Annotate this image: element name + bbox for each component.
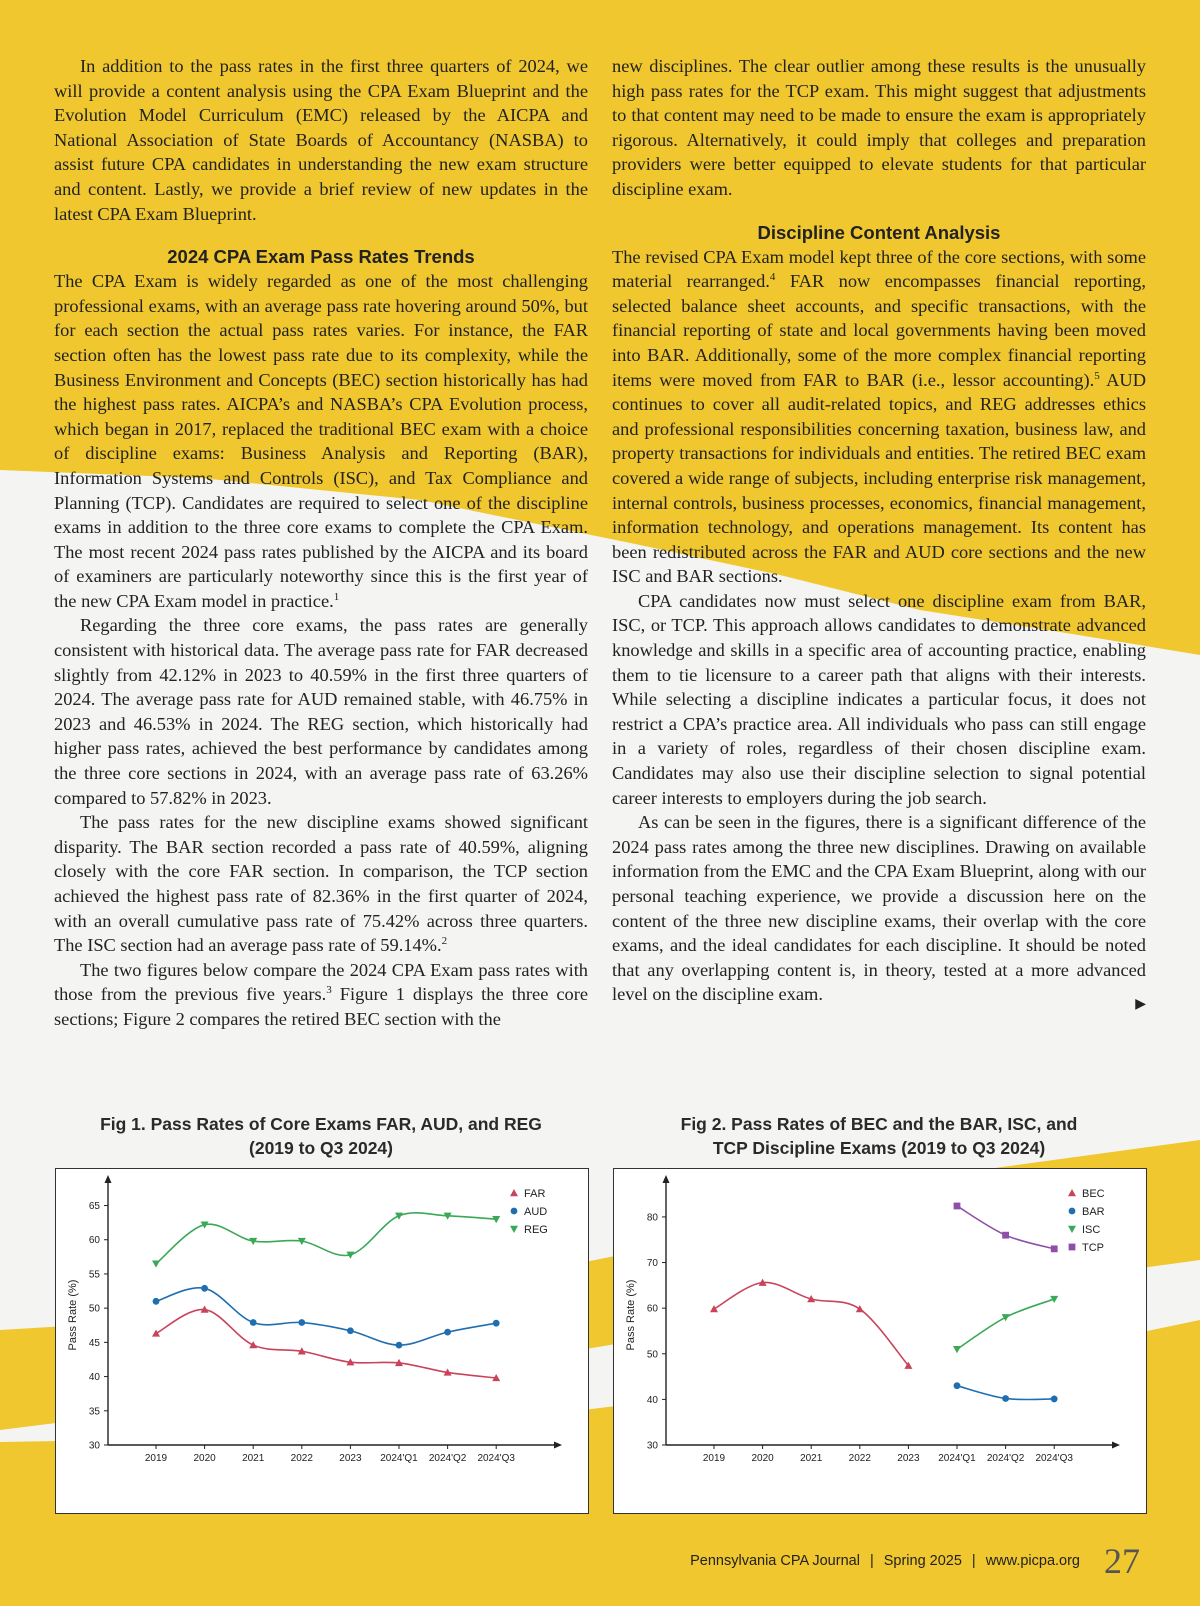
footnote-ref[interactable]: 4 [769, 271, 776, 284]
body-paragraph: new disciplines. The clear outlier among these results is the unusually high pass rates for the TCP exam. This might suggest that adjustments to that content may need to be made to ensure the exam is appropriately rigorous. Alternatively, it could imply that colleges and preparation providers were better equipped to elevate students for that particular discipline exam. [612, 56, 1146, 199]
paragraph-text: The revised CPA Exam model kept three of the core sections, with some material rearranged. [612, 246, 1146, 292]
legend-marker-bec [1068, 1189, 1076, 1196]
y-tick-label: 40 [88, 1372, 100, 1384]
data-point-isc [953, 1346, 961, 1353]
x-tick-label: 2024'Q3 [1035, 1453, 1073, 1464]
data-point-aud [250, 1319, 257, 1326]
issue-date: Spring 2025 [883, 1553, 962, 1569]
data-point-bar [954, 1382, 961, 1389]
x-axis-arrow [554, 1442, 562, 1449]
footer-separator: | [971, 1553, 976, 1569]
section-heading-pass-rates: 2024 CPA Exam Pass Rates Trends [167, 246, 475, 268]
caption-line: Fig 1. Pass Rates of Core Exams FAR, AUD, and REG [100, 1114, 542, 1134]
y-tick-label: 50 [646, 1349, 658, 1361]
series-line-isc [957, 1299, 1054, 1349]
intro-paragraph: In addition to the pass rates in the first three quarters of 2024, we will provide a content analysis using the CPA Exam Blueprint and the Evolution Model Curriculum (EMC) released by the AICPA and National Association of State Boards of Accountancy (NASBA) to assist future CPA candidates in understanding the new exam structure and content. Lastly, we provide a brief review of new updates in the latest CPA Exam Blueprint. [54, 56, 588, 224]
y-tick-label: 40 [646, 1394, 658, 1406]
caption-line: Fig 2. Pass Rates of BEC and the BAR, ISC, and [680, 1114, 1078, 1134]
y-tick-label: 60 [646, 1303, 658, 1315]
x-tick-label: 2024'Q2 [986, 1453, 1025, 1464]
x-tick-label: 2022 [290, 1453, 313, 1464]
paragraph-text: The two figures below compare the 2024 CPA Exam pass rates with those from the previous five years. [54, 959, 588, 1005]
legend-label-bec: BEC [1082, 1188, 1105, 1200]
y-tick-label: 35 [88, 1406, 100, 1418]
footnote-ref[interactable]: 2 [441, 935, 448, 948]
body-paragraph: As can be seen in the figures, there is a significant difference of the 2024 pass rates among the three new disciplines. Drawing on available information from the EMC and the CPA Exam Blueprint, along with our personal teaching experience, we provide a discussion here on the content of the three new discipline exams, their overlap with the core exams, and the ideal candidates for each discipline. It should be noted that any overlapping content is, in theory, tested at a more advanced level on the discipline exam. [612, 812, 1146, 1005]
footer-separator: | [869, 1553, 874, 1569]
data-point-tcp [1002, 1232, 1009, 1239]
body-paragraph [612, 245, 1146, 589]
data-point-reg [395, 1213, 403, 1220]
website-link[interactable]: www.picpa.org [985, 1553, 1080, 1569]
legend-label-isc: ISC [1082, 1224, 1101, 1236]
x-tick-label: 2020 [193, 1453, 216, 1464]
data-point-aud [493, 1320, 500, 1327]
body-paragraph [54, 269, 588, 613]
page-number: 27 [1104, 1541, 1140, 1581]
y-tick-label: 80 [646, 1212, 658, 1224]
series-line-bec [714, 1282, 908, 1365]
legend-marker-bar [1069, 1208, 1076, 1215]
series-line-far [156, 1309, 496, 1378]
data-point-aud [298, 1319, 305, 1326]
data-point-isc [1002, 1314, 1010, 1321]
data-point-bec [856, 1305, 864, 1312]
body-paragraph: Regarding the three core exams, the pass rates are generally consistent with historical data. The average pass rate for FAR decreased slightly from 42.12% in 2023 to 40.59% in the first three quarters of 2024. The average pass rate for AUD remained stable, with 46.75% in 2023 and 46.53% in 2024. The REG section, which historically had higher pass rates, achieved the best performance by candidates among the three core sections in 2024, with an average pass rate of 63.26% compared to 57.82% in 2023. [54, 615, 588, 808]
figure-1-caption [54, 1112, 588, 1160]
data-point-reg [152, 1260, 160, 1267]
legend-label-aud: AUD [524, 1206, 548, 1218]
footnote-ref[interactable]: 5 [1094, 369, 1100, 382]
y-tick-label: 60 [88, 1235, 100, 1247]
paragraph-text: Figure 1 displays the three core sections; Figure 2 compares the retired BEC section with the [54, 984, 588, 1029]
data-point-far [152, 1329, 160, 1336]
paragraph-text: The CPA Exam is widely regarded as one of the most challenging professional exams, with an average pass rate hovering around 50%, but for each section the actual pass rates varies. For instance, the FAR section often has the lowest pass rate due to its complexity, while the Business Environment and Concepts (BEC) section historically has had the highest pass rates. AICPA’s and NASBA’s CPA Evolution process, which began in 2017, replaced the traditional BEC exam with a choice of discipline exams: Business Analysis and Reporting (BAR), Information Systems and Controls (ISC), and Tax Compliance and Planning (TCP). Candidates are required to select one of the discipline exams in addition to the three core exams to complete the CPA Exam. The most recent 2024 pass rates published by the AICPA and its board of examiners are particularly noteworthy since this is the first year of the new CPA Exam model in practice. [54, 271, 588, 611]
legend-label-bar: BAR [1082, 1206, 1105, 1218]
x-tick-label: 2019 [702, 1453, 726, 1464]
y-tick-label: 70 [646, 1258, 658, 1270]
right-column [612, 54, 1146, 1011]
body-paragraph [54, 958, 588, 1032]
y-axis-arrow [663, 1175, 670, 1183]
data-point-aud [396, 1342, 403, 1349]
y-tick-label: 65 [88, 1201, 100, 1213]
footnote-ref[interactable]: 3 [326, 984, 332, 997]
y-axis-arrow [105, 1175, 112, 1183]
y-axis-label: Pass Rate (%) [625, 1279, 637, 1351]
section-heading-discipline: Discipline Content Analysis [757, 221, 1001, 243]
legend-marker-aud [511, 1208, 518, 1215]
data-point-aud [444, 1329, 451, 1336]
x-tick-label: 2024'Q2 [428, 1453, 467, 1464]
x-axis-arrow [1112, 1442, 1120, 1449]
left-column [54, 54, 588, 1032]
x-tick-label: 2024'Q1 [938, 1453, 976, 1464]
data-point-bec [710, 1305, 718, 1312]
caption-line: TCP Discipline Exams (2019 to Q3 2024) [712, 1138, 1046, 1158]
x-tick-label: 2024'Q3 [477, 1453, 515, 1464]
x-tick-label: 2019 [144, 1453, 168, 1464]
data-point-tcp [954, 1203, 961, 1210]
continue-arrow-icon[interactable]: ▶ [1135, 995, 1146, 1012]
legend-marker-isc [1068, 1226, 1076, 1233]
body-paragraph: CPA candidates now must select one discipline exam from BAR, ISC, or TCP. This approach allows candidates to demonstrate advanced knowledge and skills in a specific area of accounting practice, enabling them to tie licensure to a career path that aligns with their interests. While selecting a discipline indicates a particular focus, it does not restrict a CPA’s practice area. All individuals who pass can still engage in a variety of roles, regardless of their chosen discipline exam. Candidates may also use their discipline selection to signal potential career interests to employers during the job search. [612, 590, 1146, 808]
y-tick-label: 55 [88, 1269, 100, 1281]
data-point-bar [1002, 1395, 1009, 1402]
series-line-tcp [957, 1206, 1054, 1249]
series-line-reg [156, 1213, 496, 1264]
legend-marker-far [510, 1189, 518, 1196]
x-tick-label: 2021 [800, 1453, 823, 1464]
legend-marker-reg [510, 1226, 518, 1233]
x-tick-label: 2024'Q1 [380, 1453, 418, 1464]
body-paragraph [54, 810, 588, 958]
y-tick-label: 50 [88, 1303, 100, 1315]
x-tick-label: 2020 [751, 1453, 774, 1464]
legend-label-far: FAR [524, 1188, 546, 1200]
y-tick-label: 30 [646, 1440, 658, 1452]
x-tick-label: 2023 [897, 1453, 920, 1464]
legend-label-tcp: TCP [1082, 1242, 1104, 1254]
y-axis-label: Pass Rate (%) [67, 1279, 79, 1351]
chart-1-svg [56, 1169, 588, 1513]
figure-2-caption [612, 1112, 1146, 1160]
data-point-aud [201, 1285, 208, 1292]
caption-line: (2019 to Q3 2024) [249, 1138, 393, 1158]
page-footer [690, 1540, 1140, 1582]
legend-marker-tcp [1069, 1244, 1076, 1251]
data-point-tcp [1051, 1245, 1058, 1252]
figure-2-chart [613, 1168, 1147, 1514]
data-point-aud [153, 1298, 160, 1305]
y-tick-label: 30 [88, 1440, 100, 1452]
data-point-bar [1051, 1396, 1058, 1403]
data-point-far [249, 1341, 257, 1348]
x-tick-label: 2021 [242, 1453, 265, 1464]
legend-label-reg: REG [524, 1224, 548, 1236]
paragraph-text: FAR now encompasses financial reporting, selected balance sheet accounts, and specific transactions, with the financial reporting of state and local governments having been moved into BAR. Additionally, some of the more complex financial reporting items were moved from FAR to BAR (i.e., lessor accounting). [612, 271, 1146, 390]
x-tick-label: 2023 [339, 1453, 362, 1464]
paragraph-text: The pass rates for the new discipline exams showed significant disparity. The BAR section recorded a pass rate of 40.59%, aligning closely with the core FAR section. In comparison, the TCP section achieved the highest pass rate of 82.36% in the first quarter of 2024, with an overall cumulative pass rate of 75.42% across three quarters. The ISC section had an average pass rate of 59.14%. [54, 812, 588, 956]
journal-name: Pennsylvania CPA Journal [690, 1553, 860, 1569]
x-tick-label: 2022 [848, 1453, 871, 1464]
data-point-aud [347, 1327, 354, 1334]
chart-2-svg [614, 1169, 1146, 1513]
figure-1-chart [55, 1168, 589, 1514]
footnote-ref[interactable]: 1 [333, 590, 340, 603]
y-tick-label: 45 [88, 1337, 100, 1349]
series-line-aud [156, 1288, 496, 1345]
paragraph-text: AUD continues to cover all audit-related topics, and REG addresses ethics and professional responsibilities concerning taxation, business law, and property transactions for individuals and entities. The retired BEC exam covered a wide range of subjects, including enterprise risk management, internal controls, business processes, economics, financial management, information technology, and operations management. Its content has been redistributed across the FAR and AUD core sections and the new ISC and BAR sections. [612, 369, 1146, 587]
